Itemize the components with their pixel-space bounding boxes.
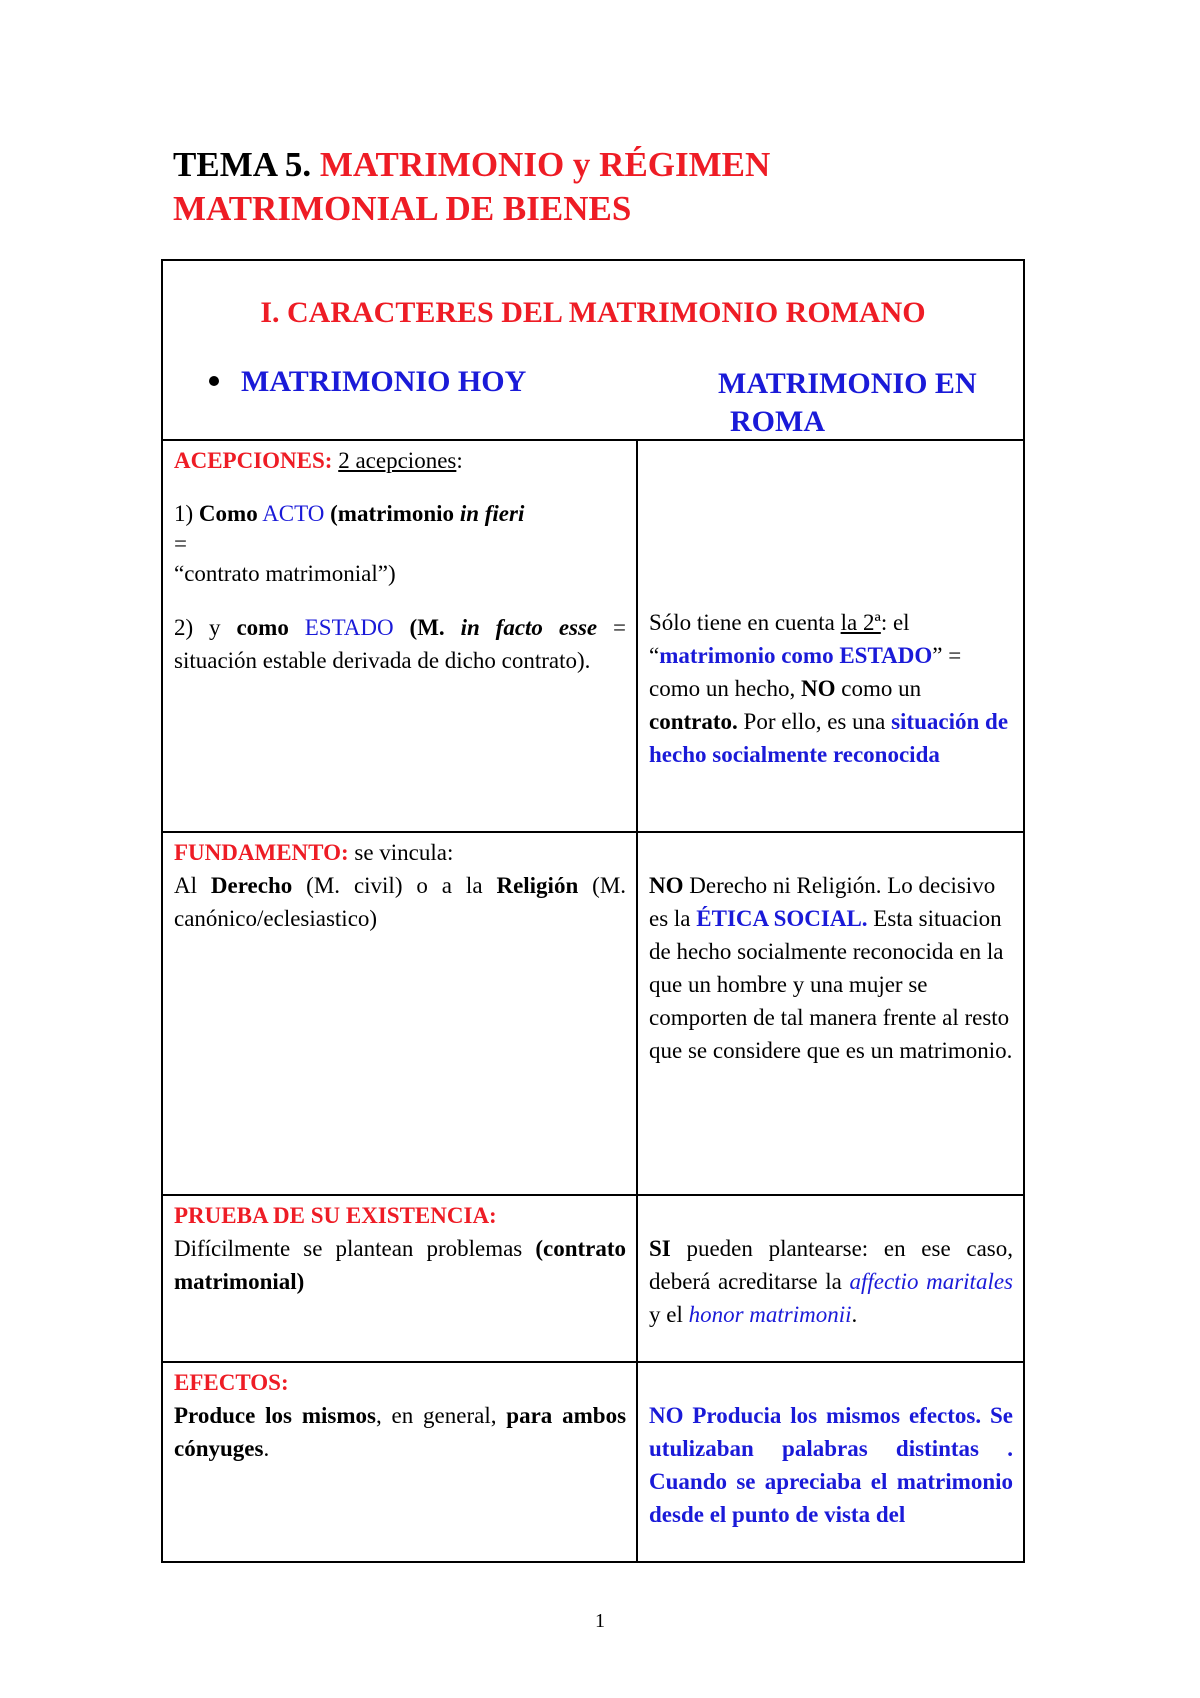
cell-fundamento-roma: NO Derecho ni Religión. Lo decisivo es la ÉTICA SOCIAL. Esta situacion de hecho socialmente reconocida en la que un hombre y una mujer se comporten de tal manera frente al resto que se considere que es un matrimonio. [649,873,1013,1063]
cell-prueba-hoy: PRUEBA DE SU EXISTENCIA: Difícilmente se plantean problemas (contrato matrimonial) [163,1196,638,1361]
row-label-prueba: PRUEBA DE SU EXISTENCIA: [174,1203,497,1228]
column-heading-hoy-text: MATRIMONIO HOY [241,365,527,398]
table-row-prueba [163,1196,1023,1363]
section-heading: I. CARACTERES DEL MATRIMONIO ROMANO [260,296,926,329]
row-label-acepciones: ACEPCIONES: [174,448,333,473]
table-header [163,261,1023,441]
title-line1: MATRIMONIO y RÉGIMEN [319,145,771,184]
column-heading-roma-line2: ROMA [730,405,825,438]
document-title [173,143,1073,231]
cell-efectos-roma: NO Producia los mismos efectos. Se utulizaban palabras distintas . Cuando se apreciaba el matrimonio desde el punto de vista del [649,1403,1013,1527]
page-number: 1 [595,1610,605,1632]
title-prefix: TEMA 5. [173,145,312,184]
cell-acepciones-roma: Sólo tiene en cuenta la 2ª: el “matrimonio como ESTADO” = como un hecho, NO como un contrato. Por ello, es una situación de hecho socialmente reconocida [649,610,1009,767]
cell-fundamento-hoy: FUNDAMENTO: se vincula: Al Derecho (M. civil) o a la Religión (M. canónico/eclesiastico) [163,833,638,1194]
acepciones-count: 2 acepciones [338,448,457,473]
column-heading-roma [718,365,1018,441]
column-heading-hoy [209,365,526,399]
comparison-table [161,259,1025,1563]
row-label-efectos: EFECTOS: [174,1370,289,1395]
column-heading-roma-line1: MATRIMONIO EN [718,367,977,400]
cell-efectos-hoy: EFECTOS: Produce los mismos, en general, para ambos cónyuges. [163,1363,638,1561]
cell-acepciones-hoy: ACEPCIONES: 2 acepciones: 1) Como ACTO (matrimonio in fieri = “contrato matrimonial”) 2) y como ESTADO (M. in facto esse = situación estable derivada de dicho contrato). [163,441,638,831]
table-row-acepciones [163,441,1023,833]
bullet-icon [209,376,219,386]
row-label-fundamento: FUNDAMENTO: [174,840,349,865]
title-line2: MATRIMONIAL DE BIENES [173,189,632,228]
table-row-efectos [163,1363,1023,1561]
table-row-fundamento [163,833,1023,1196]
cell-prueba-roma: SI pueden plantearse: en ese caso, deberá acreditarse la affectio maritales y el honor matrimonii. [649,1236,1013,1327]
